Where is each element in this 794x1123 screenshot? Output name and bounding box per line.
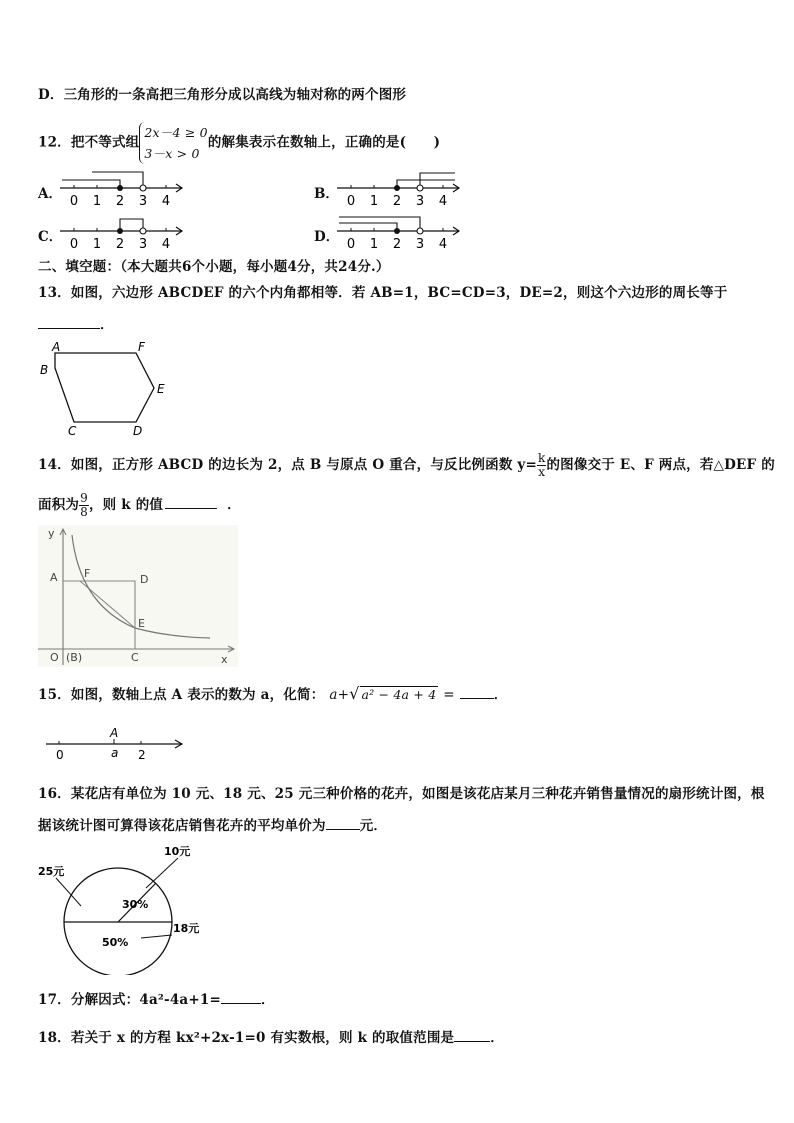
label-C: C [68, 424, 77, 438]
fraction-area [79, 492, 89, 519]
tick-4: 4 [161, 237, 171, 251]
expr-eq: = [443, 687, 455, 703]
q17-stem [38, 988, 275, 1008]
q17-text: 17．分解因式：4a²-4a+1= [38, 992, 221, 1008]
square-hyperbola-figure [38, 525, 238, 667]
q15-text: 15．如图，数轴上点 A 表示的数为 a，化简： [38, 687, 325, 703]
q18-blank [454, 1029, 490, 1042]
label-50-percent: 50% [102, 936, 129, 949]
q12-option-d-label: D． [314, 229, 340, 245]
tick-1: 1 [92, 237, 102, 251]
tick-0: 0 [346, 194, 356, 208]
label-two: 2 [138, 748, 146, 762]
area-numerator: 9 [80, 491, 88, 505]
q16-line1: 16．某花店有单位为 10 元、18 元、25 元三种价格的花卉，如图是该花店某月三种花卉销售量情况的扇形统计图，根 [38, 786, 765, 802]
tick-3: 3 [138, 194, 148, 208]
q14-text4: ，则 k 的值 [88, 497, 164, 513]
tick-3: 3 [415, 237, 425, 251]
q18-end: ． [490, 1030, 504, 1046]
q14-area-line [38, 492, 241, 519]
tick-0: 0 [69, 237, 79, 251]
number-line-option-b [335, 168, 465, 208]
label-O: O [50, 651, 59, 664]
number-line-option-c [58, 211, 188, 251]
label-D: D [133, 424, 143, 438]
tick-1: 1 [369, 194, 379, 208]
q18-text: 18．若关于 x 的方程 kx²+2x-1=0 有实数根，则 k 的取值范围是 [38, 1030, 455, 1046]
q12-suffix: 的解集表示在数轴上，正确的是( ) [207, 134, 441, 151]
q15-stem [38, 683, 507, 703]
axis-label-y: y [48, 527, 55, 540]
q14-text3: 面积为 [38, 497, 80, 513]
label-C: C [131, 651, 139, 664]
label-B: B [40, 363, 49, 377]
label-B: (B) [66, 651, 83, 664]
q14-blank [165, 496, 217, 509]
inequality-system [139, 122, 207, 164]
q15-blank [460, 686, 494, 699]
expr-a: a [329, 687, 338, 703]
q18-stem [38, 1026, 504, 1046]
label-D: D [140, 573, 149, 586]
q13-text: 13．如图，六边形 ABCDEF 的六个内角都相等．若 AB=1，BC=CD=3，DE=2，则这个六边形的周长等于 [38, 285, 728, 301]
q13-blank [38, 316, 100, 329]
label-25-yuan: 25元 [38, 865, 65, 878]
q15-end: ． [493, 687, 508, 703]
q14-text1: 14．如图，正方形 ABCD 的边长为 2，点 B 与原点 O 重合，与反比例函数 y= [38, 457, 537, 473]
tick-1: 1 [369, 237, 379, 251]
label-E: E [138, 617, 145, 630]
tick-3: 3 [138, 237, 148, 251]
q12-prefix: 12．把不等式组 [38, 134, 140, 151]
area-denominator: 8 [80, 505, 88, 519]
frac-denominator: x [538, 465, 546, 479]
label-10-yuan: 10元 [164, 845, 191, 858]
q16-end: 元． [359, 818, 388, 834]
tick-0: 0 [346, 237, 356, 251]
q12-option-a-label: A． [38, 186, 62, 202]
q14-text2: 的图像交于 E、F 两点，若△DEF 的 [546, 457, 775, 473]
sqrt-symbol: √ [349, 684, 360, 703]
label-E: E [157, 382, 165, 396]
hexagon-figure [36, 338, 176, 438]
q17-blank [221, 991, 261, 1004]
frac-numerator: k [538, 451, 546, 465]
q16-text: 据该统计图可算得该花店销售花卉的平均单价为 [38, 818, 326, 834]
q17-end: ． [261, 992, 275, 1008]
q13-end: ． [100, 317, 114, 333]
tick-3: 3 [415, 194, 425, 208]
tick-4: 4 [438, 194, 448, 208]
expr-plus: + [337, 687, 350, 703]
tick-2: 2 [115, 194, 125, 208]
q15-number-line [44, 722, 186, 762]
q11-option-d: D．三角形的一条高把三角形分成以高线为轴对称的两个图形 [38, 87, 407, 103]
tick-1: 1 [92, 194, 102, 208]
label-18-yuan: 18元 [173, 922, 200, 935]
tick-0: 0 [69, 194, 79, 208]
number-line-option-a [58, 168, 188, 208]
label-point-A: A [110, 726, 119, 740]
tick-4: 4 [161, 194, 171, 208]
q14-stem [38, 452, 775, 479]
leader-10 [146, 858, 178, 888]
pie-chart-figure [36, 840, 206, 975]
tick-4: 4 [438, 237, 448, 251]
label-A: A [52, 340, 61, 354]
q16-blank [326, 817, 360, 830]
inequality-2: 3－x > 0 [144, 146, 200, 161]
q14-end: ． [227, 497, 241, 513]
q13-answer-line [38, 313, 114, 333]
label-a: a [111, 746, 119, 760]
axis-label-x: x [221, 653, 228, 666]
tick-2: 2 [392, 194, 402, 208]
label-A: A [50, 571, 58, 584]
label-F: F [84, 567, 91, 580]
radicand: a² − 4a + 4 [361, 687, 437, 702]
q16-line2 [38, 814, 387, 834]
section-heading: 二、填空题：（本大题共6个小题，每小题4分，共24分.） [38, 259, 390, 275]
label-F: F [138, 340, 145, 354]
hexagon-shape [55, 353, 154, 422]
label-zero: 0 [56, 748, 64, 762]
tick-2: 2 [115, 237, 125, 251]
number-line-option-d [335, 211, 465, 251]
inequality-1: 2x－4 ≥ 0 [144, 125, 208, 140]
tick-2: 2 [392, 237, 402, 251]
label-30-percent: 30% [122, 898, 149, 911]
q12-option-b-label: B． [314, 186, 339, 202]
q12-stem [38, 122, 440, 164]
q12-option-c-label: C． [38, 229, 63, 245]
